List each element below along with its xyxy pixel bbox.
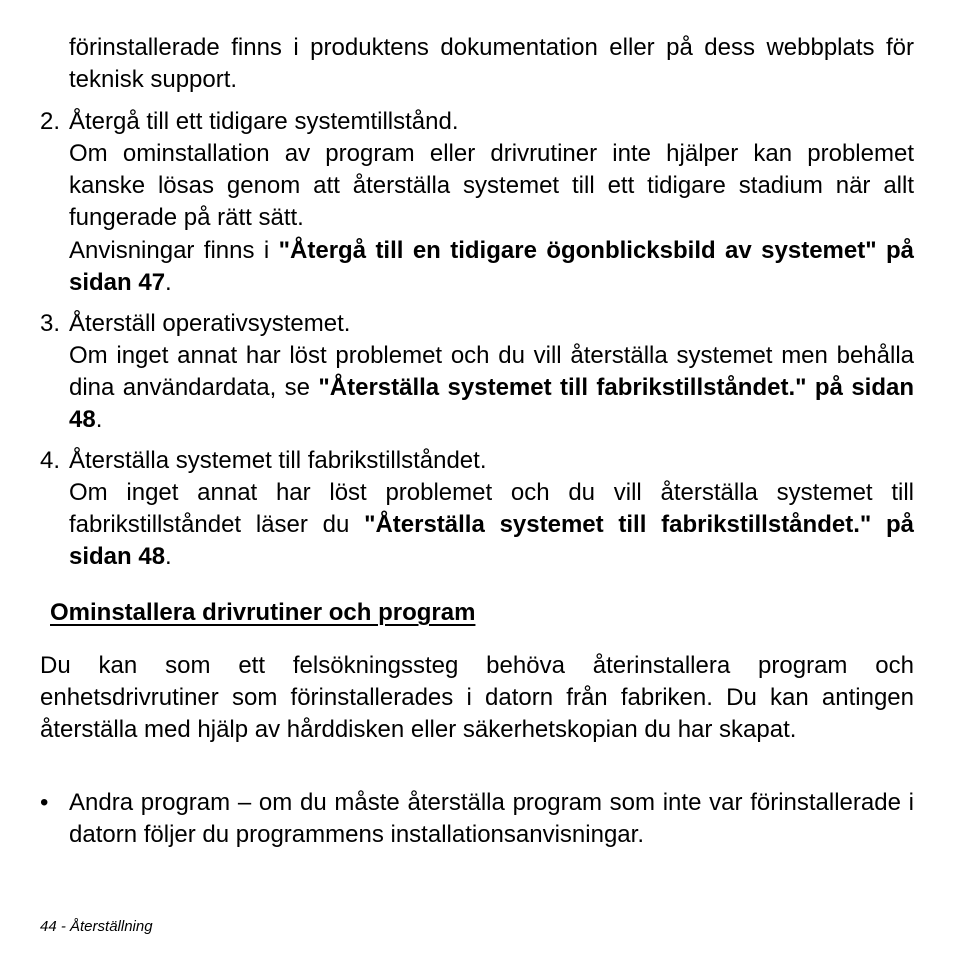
paragraph-end: . — [95, 406, 103, 433]
list-item-2-title: Återgå till ett tidigare systemtillstånd. — [69, 108, 459, 135]
list-item-2-paragraph: Om ominstallation av program eller drivrutiner inte hjälper kan problemet kanske lösas genom att återställa systemet till ett tidigare stadium när allt fungerade på rätt sätt. — [69, 140, 914, 231]
paragraph-text: Om inget annat har löst problemet och du vill återställa systemet till fabrikstillståndet läser du — [69, 479, 914, 538]
section-paragraph: Du kan som ett felsökningssteg behöva återinstallera program och enhetsdrivrutiner som förinstallerades i datorn från fabriken. Du kan antingen återställa med hjälp av hårddisken eller säkerhetskopian du har skapat. — [40, 652, 914, 743]
list-item-4-paragraph — [69, 477, 914, 573]
list-item-3-title: Återställ operativsystemet. — [69, 310, 351, 337]
bullet-item: Andra program – om du måste återställa program som inte var förinstallerade i datorn följer du programmens installationsanvisningar. — [69, 789, 914, 848]
list-item-4-title: Återställa systemet till fabrikstillståndet. — [69, 447, 487, 474]
list-marker-4: 4. — [40, 447, 61, 474]
section-heading: Ominstallera drivrutiner och program — [50, 599, 476, 626]
continuation-paragraph: förinstallerade finns i produktens dokumentation eller på dess webbplats för teknisk support. — [69, 34, 914, 93]
paragraph-text: Om inget annat har löst problemet och du vill återställa systemet men behålla dina användardata, se — [69, 342, 914, 401]
cross-reference-link[interactable]: "Återställa systemet till fabrikstillståndet." på sidan 48 — [69, 511, 915, 570]
paragraph-end: . — [165, 543, 172, 570]
bullet-marker: • — [40, 789, 49, 816]
page-footer: 44 - Återställning — [40, 918, 153, 935]
cross-reference-link[interactable]: "Återställa systemet till fabrikstillståndet." på sidan 48 — [69, 374, 914, 433]
cross-reference-link[interactable]: "Återgå till en tidigare ögonblicksbild av systemet" på sidan 47 — [69, 237, 915, 296]
list-marker-2: 2. — [40, 108, 61, 135]
reference-end: . — [165, 269, 172, 296]
reference-text: Anvisningar finns i — [69, 237, 279, 264]
list-item-3-paragraph — [69, 340, 914, 436]
list-marker-3: 3. — [40, 310, 61, 337]
list-item-2-reference — [69, 235, 914, 299]
